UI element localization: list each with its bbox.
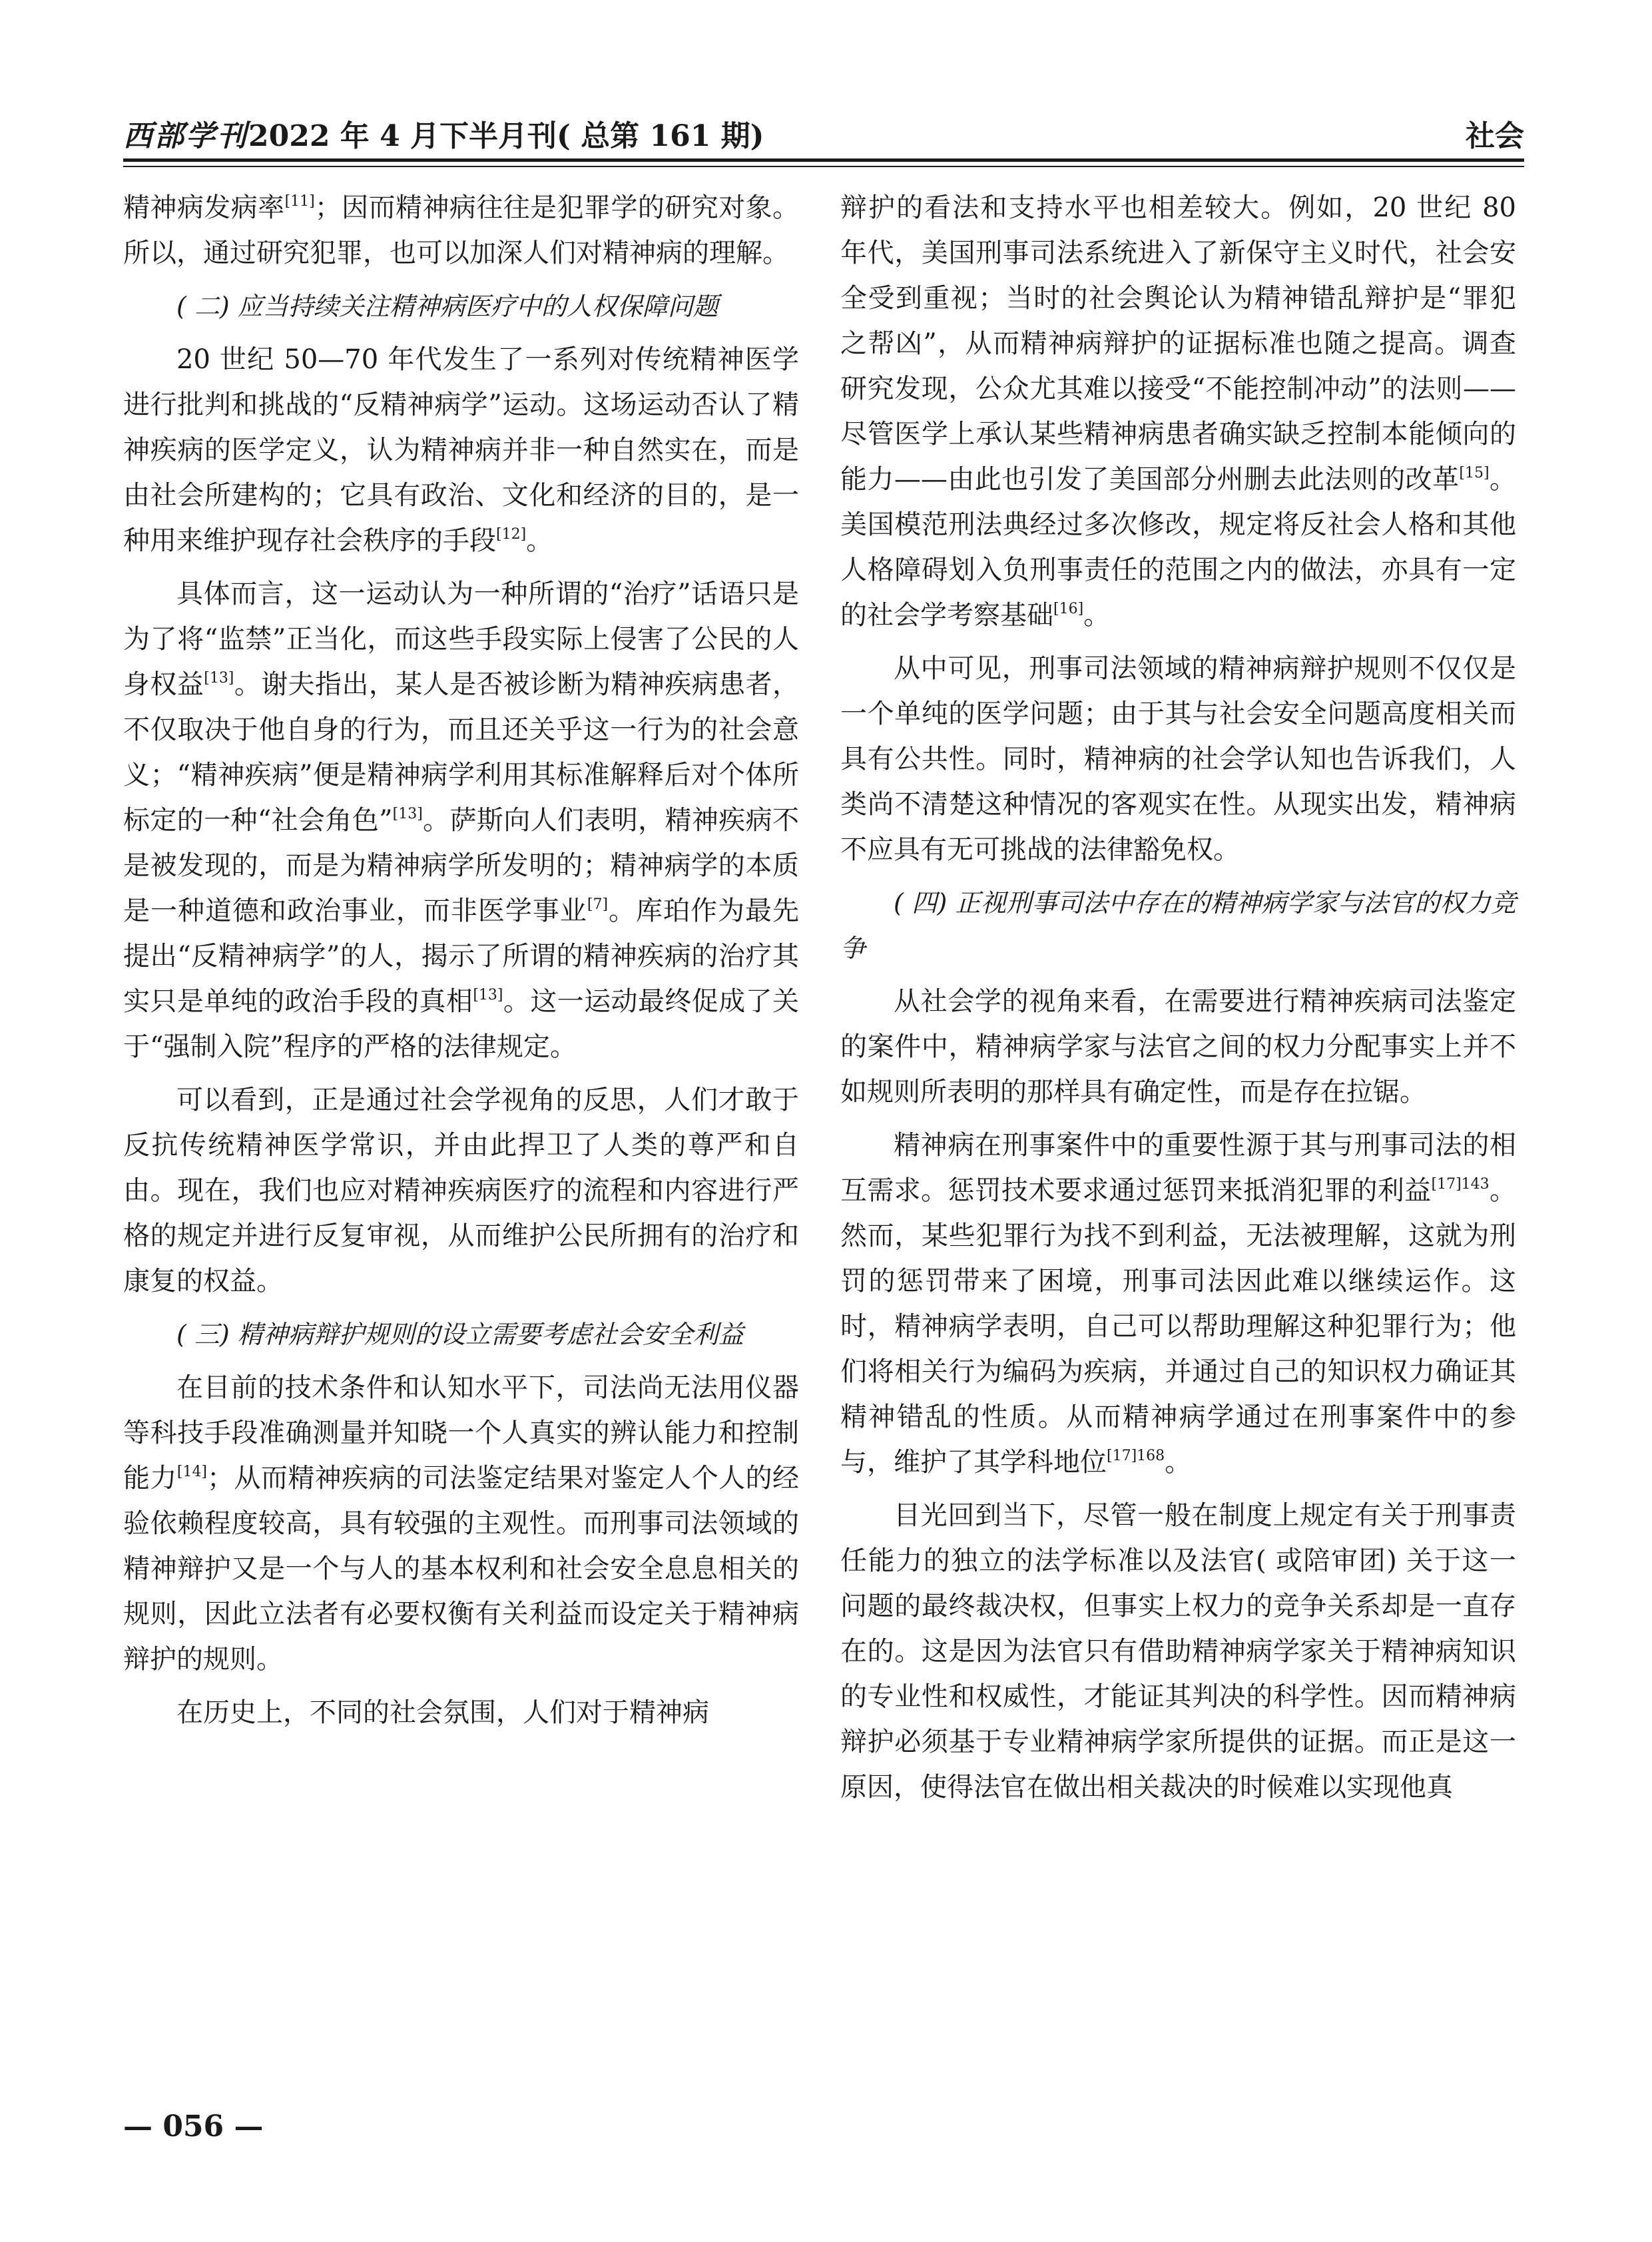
body-paragraph — [123, 185, 799, 276]
journal-logo: 西部学刊 — [123, 119, 248, 153]
body-paragraph — [123, 1077, 799, 1304]
citation-marker: [7] — [587, 896, 609, 913]
text-run: 20 世纪 50—70 年代发生了一系列对传统精神医学进行批判和挑战的“反精神病学”运动。这场运动否认了精神疾病的医学定义，认为精神病并非一种自然实在，而是由社会所建构的；它具有政治、文化和经济的目的，是一种用来维护现存社会秩序的手段 — [123, 344, 799, 556]
citation-marker: [13] — [473, 987, 503, 1003]
text-run: 从社会学的视角来看，在需要进行精神疾病司法鉴定的案件中，精神病学家与法官之间的权力分配事实上并不如规则所表明的那样具有确定性，而是存在拉锯。 — [840, 986, 1516, 1107]
text-run: 。谢夫指出，某人是否被诊断为精神疾病患者，不仅取决于他自身的行为，而且还关乎这一行为的社会意义；“精神疾病”便是精神病学利用其标准解释后对个体所标定的一种“社会角色” — [123, 669, 800, 836]
body-paragraph — [840, 1123, 1516, 1485]
body-paragraph — [123, 571, 799, 1069]
issue-info: 2022 年 4 月下半月刊( 总第 161 期) — [248, 119, 764, 153]
text-run: 从中可见，刑事司法领域的精神病辩护规则不仅仅是一个单纯的医学问题；由于其与社会安全问题高度相关而具有公共性。同时，精神病的社会学认知也告诉我们，人类尚不清楚这种情况的客观实在性。从现实出发，精神病不应具有无可挑战的法律豁免权。 — [840, 653, 1516, 865]
text-run: 。萨斯向人们表明，精神疾病不是被发现的，而是为精神病学所发明的；精神病学的本质是一种道德和政治事业，而非医学事业 — [123, 805, 800, 926]
text-run: ( 四) 正视刑事司法中存在的精神病学家与法官的权力竞争 — [840, 888, 1516, 963]
text-run: ；从而精神疾病的司法鉴定结果对鉴定人个人的经验依赖程度较高，具有较强的主观性。而刑事司法领域的精神辩护又是一个与人的基本权利和社会安全息息相关的规则，因此立法者有必要权衡有关利益而设定关于精神病辩护的规则。 — [123, 1463, 800, 1675]
text-run: 目光回到当下，尽管一般在制度上规定有关于刑事责任能力的独立的法学标准以及法官( 或陪审团) 关于这一问题的最终裁决权，但事实上权力的竞争关系却是一直存在的。这是因为法官只有借助精神病学家关于精神病知识的专业性和权威性，才能证其判决的科学性。因而精神病辩护必须基于专业精神病学家所提供的证据。而正是这一原因，使得法官在做出相关裁决的时候难以实现他真 — [840, 1500, 1516, 1803]
body-paragraph — [123, 337, 799, 563]
body-paragraph — [840, 646, 1516, 872]
text-run: 在目前的技术条件和认知水平下，司法尚无法用仪器等科技手段准确测量并知晓一个人真实的辨认能力和控制能力 — [123, 1372, 799, 1494]
section-heading — [123, 284, 799, 329]
citation-marker: [12] — [496, 526, 527, 543]
text-run: 。 — [1165, 1447, 1192, 1478]
body-paragraph — [840, 185, 1516, 638]
citation-marker: [13] — [392, 806, 423, 822]
text-run: 。然而，某些犯罪行为找不到利益，无法被理解，这就为刑罚的惩罚带来了困境，刑事司法因此难以继续运作。这时，精神病学表明，自己可以帮助理解这种犯罪行为；他们将相关行为编码为疾病，并通过自己的知识权力确证其精神错乱的性质。从而精神病学通过在刑事案件中的参与，维护了其学科地位 — [840, 1175, 1517, 1478]
text-run: 辩护的看法和支持水平也相差较大。例如，20 世纪 80 年代，美国刑事司法系统进入了新保守主义时代，社会安全受到重视；当时的社会舆论认为精神错乱辩护是“罪犯之帮凶”，从而精神病辩护的证据标准也随之提高。调查研究发现，公众尤其难以接受“不能控制冲动”的法则——尽管医学上承认某些精神病患者确实缺乏控制本能倾向的能力——由此也引发了美国部分州删去此法则的改革 — [840, 192, 1516, 495]
section-heading — [123, 1312, 799, 1357]
text-run: 具体而言，这一运动认为一种所谓的“治疗”话语只是为了将“监禁”正当化，而这些手段实际上侵害了公民的人身权益 — [123, 579, 799, 700]
text-run: 。 — [526, 525, 553, 556]
section-heading — [840, 880, 1516, 971]
text-run: ( 二) 应当持续关注精神病医疗中的人权保障问题 — [176, 292, 718, 321]
header-rule-thin — [123, 166, 1524, 167]
citation-marker: [15] — [1459, 465, 1490, 481]
body-paragraph — [840, 979, 1516, 1115]
body-paragraph — [123, 1690, 799, 1735]
citation-marker: [17]168 — [1107, 1448, 1165, 1464]
body-paragraph — [840, 1493, 1516, 1810]
text-run: 。美国模范刑法典经过多次修改，规定将反社会人格和其他人格障碍划入负刑事责任的范围之内的做法，亦具有一定的社会学考察基础 — [840, 464, 1517, 631]
text-run: 可以看到，正是通过社会学视角的反思，人们才敢于反抗传统精神医学常识，并由此捍卫了人类的尊严和自由。现在，我们也应对精神疾病医疗的流程和内容进行严格的规定并进行反复审视，从而维护公民所拥有的治疗和康复的权益。 — [123, 1085, 799, 1296]
text-run: 精神病在刑事案件中的重要性源于其与刑事司法的相互需求。惩罚技术要求通过惩罚来抵消犯罪的利益 — [840, 1130, 1516, 1206]
section-label: 社会 — [1466, 119, 1524, 153]
text-run: 。这一运动最终促成了关于“强制入院”程序的严格的法律规定。 — [123, 986, 800, 1062]
citation-marker: [14] — [176, 1464, 208, 1480]
body-paragraph — [123, 1365, 799, 1682]
text-run: 精神病发病率 — [123, 192, 285, 223]
citation-marker: [16] — [1053, 601, 1084, 617]
header-rule-thick — [123, 158, 1524, 162]
citation-marker: [13] — [204, 670, 234, 687]
text-run: ( 三) 精神病辩护规则的设立需要考虑社会安全利益 — [176, 1320, 744, 1349]
citation-marker: [11] — [284, 193, 315, 210]
running-header — [123, 112, 1524, 158]
right-column — [840, 185, 1516, 1818]
journal-masthead — [123, 112, 764, 154]
text-run: 。 — [1083, 600, 1111, 631]
citation-marker: [17]143 — [1431, 1176, 1490, 1193]
page-number: — 056 — — [123, 2109, 264, 2143]
text-run: 。库珀作为最先提出“反精神病学”的人，揭示了所谓的精神疾病的治疗其实只是单纯的政治手段的真相 — [123, 896, 800, 1017]
left-column — [123, 185, 799, 1743]
text-run: 在历史上，不同的社会氛围，人们对于精神病 — [176, 1697, 709, 1728]
text-run: ；因而精神病往往是犯罪学的研究对象。所以，通过研究犯罪，也可以加深人们对精神病的理解。 — [123, 192, 800, 268]
